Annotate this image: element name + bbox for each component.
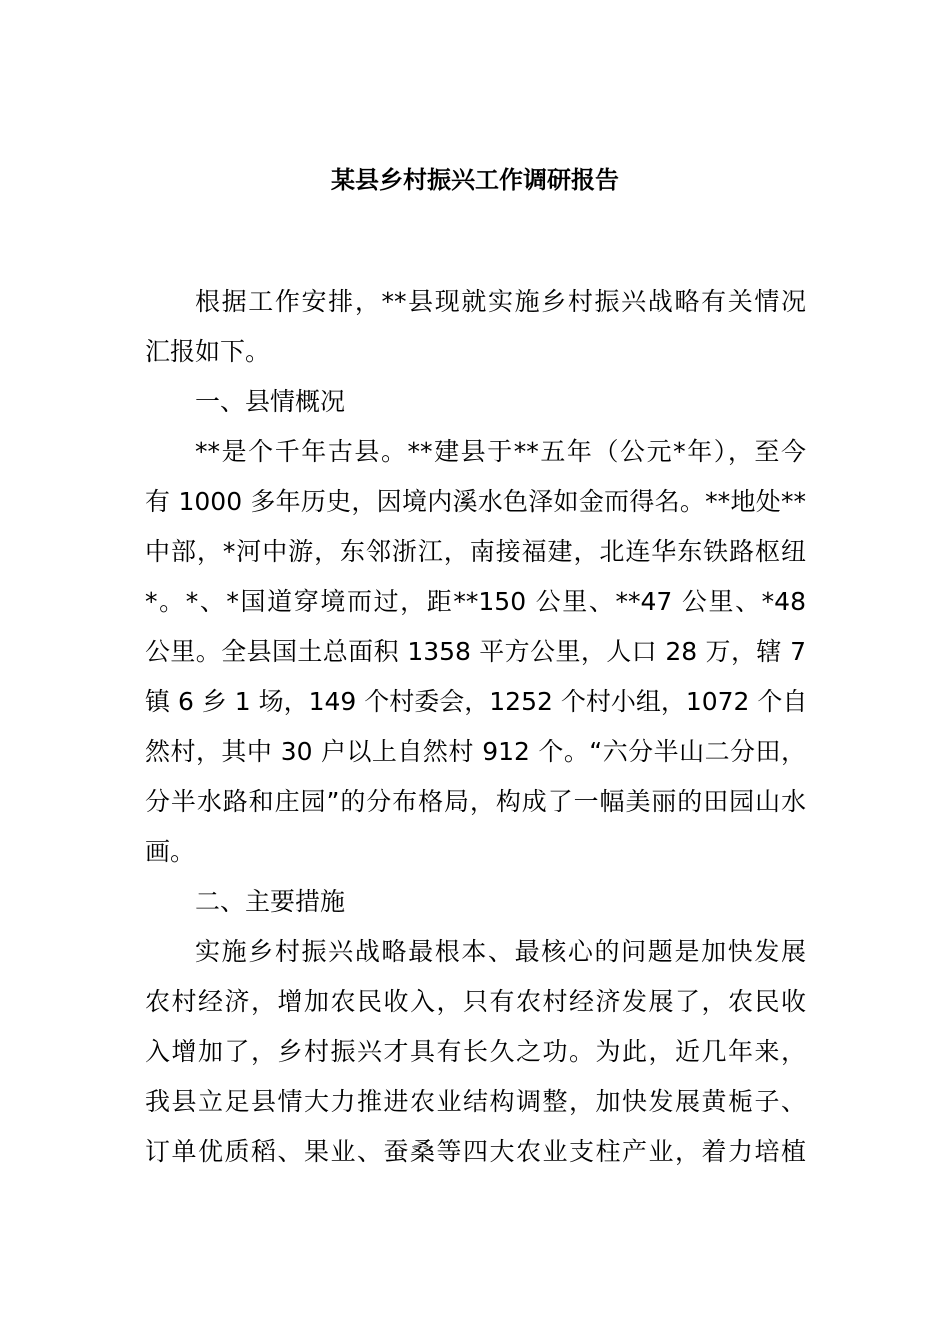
- paragraph-county-line: *。*、*国道穿境而过，距**150 公里、**47 公里、*48: [145, 587, 806, 616]
- paragraph-measures-line: 订单优质稻、果业、蚕桑等四大农业支柱产业，着力培植: [145, 1137, 806, 1166]
- paragraph-measures-line: 实施乡村振兴战略最根本、最核心的问题是加快发展: [195, 937, 806, 966]
- paragraph-measures-line: 入增加了，乡村振兴才具有长久之功。为此，近几年来，: [145, 1037, 806, 1066]
- paragraph-county-line: 画。: [145, 837, 196, 866]
- paragraph-county-line: 公里。全县国土总面积 1358 平方公里，人口 28 万，辖 7: [145, 637, 806, 666]
- section-heading-2: 二、主要措施: [195, 887, 346, 916]
- document-title: 某县乡村振兴工作调研报告: [331, 166, 619, 194]
- paragraph-county-line: 中部，*河中游，东邻浙江，南接福建，北连华东铁路枢纽: [145, 537, 806, 566]
- paragraph-intro-line: 汇报如下。: [145, 337, 271, 366]
- paragraph-measures-line: 农村经济，增加农民收入，只有农村经济发展了，农民收: [145, 987, 806, 1016]
- paragraph-county-line: 有 1000 多年历史，因境内溪水色泽如金而得名。**地处**: [145, 487, 806, 516]
- paragraph-measures-line: 我县立足县情大力推进农业结构调整，加快发展黄栀子、: [145, 1087, 806, 1116]
- paragraph-county-line: 然村，其中 30 户以上自然村 912 个。“六分半山二分田，: [145, 737, 806, 766]
- section-heading-1: 一、县情概况: [195, 387, 346, 416]
- paragraph-county-line: 镇 6 乡 1 场，149 个村委会，1252 个村小组，1072 个自: [145, 687, 808, 716]
- paragraph-county-line: **是个千年古县。**建县于**五年（公元*年），至今: [195, 437, 806, 466]
- paragraph-county-line: 分半水路和庄园”的分布格局，构成了一幅美丽的田园山水: [145, 787, 806, 816]
- paragraph-intro-line: 根据工作安排，**县现就实施乡村振兴战略有关情况: [195, 287, 806, 316]
